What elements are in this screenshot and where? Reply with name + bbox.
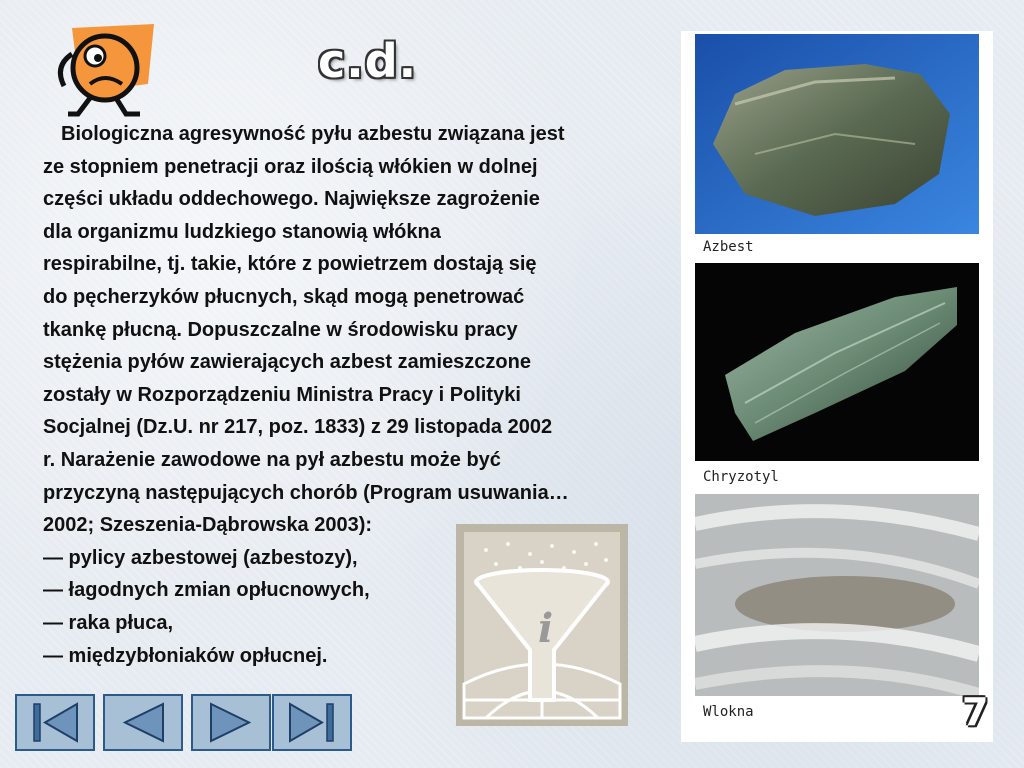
skip-forward-icon — [274, 696, 350, 749]
body-line: zostały w Rozporządzeniu Ministra Pracy i Polityki — [43, 383, 521, 406]
body-line: respirabilne, tj. takie, które z powietrzem dostają się — [43, 253, 537, 276]
list-item: — międzybłoniaków opłucnej. — [43, 644, 328, 667]
triangle-right-icon — [193, 696, 269, 749]
body-line: Biologiczna agresywność pyłu azbestu związana jest — [61, 123, 565, 145]
list-item: — pylicy azbestowej (azbestozy), — [43, 546, 358, 569]
slide-title: c.d. — [318, 34, 418, 88]
body-line: r. Narażenie zawodowe na pył azbestu może być — [43, 448, 501, 471]
next-slide-button[interactable] — [191, 694, 271, 751]
body-line: tkankę płucną. Dopuszczalne w środowisku pracy — [43, 318, 518, 341]
body-line: Socjalnej (Dz.U. nr 217, poz. 1833) z 29 listopada 2002 — [43, 416, 553, 439]
triangle-left-icon — [105, 696, 181, 749]
photo-caption: Chryzotyl — [703, 469, 779, 485]
page-number: 7 — [962, 690, 989, 734]
photo-caption: Wlokna — [703, 704, 754, 720]
asbestos-rock-photo — [695, 34, 979, 234]
body-line: części układu oddechowego. Największe zagrożenie — [43, 188, 540, 211]
fibers-photo — [695, 494, 979, 696]
body-line: do pęcherzyków płucnych, skąd mogą penetrować — [43, 285, 525, 308]
list-item: — raka płuca, — [43, 611, 174, 634]
worried-mascot-icon — [50, 22, 160, 122]
photo-caption: Azbest — [703, 239, 754, 255]
previous-slide-button[interactable] — [103, 694, 183, 751]
body-line: dla organizmu ludzkiego stanowią włókna — [43, 220, 441, 243]
photo-panel — [681, 31, 993, 742]
body-line: przyczyną następujących chorób (Program usuwania… — [43, 481, 569, 504]
body-line: 2002; Szeszenia-Dąbrowska 2003): — [43, 514, 373, 537]
last-slide-button[interactable] — [272, 694, 352, 751]
body-line: stężenia pyłów zawierających azbest zamieszczone — [43, 351, 531, 374]
list-item: — łagodnych zmian opłucnowych, — [43, 579, 370, 602]
first-slide-button[interactable] — [15, 694, 95, 751]
funnel-info-icon — [456, 524, 628, 726]
chrysotile-photo — [695, 263, 979, 461]
skip-back-icon — [17, 696, 93, 749]
body-line: ze stopniem penetracji oraz ilością włókien w dolnej — [43, 155, 538, 178]
svg-text:i: i — [538, 605, 554, 652]
